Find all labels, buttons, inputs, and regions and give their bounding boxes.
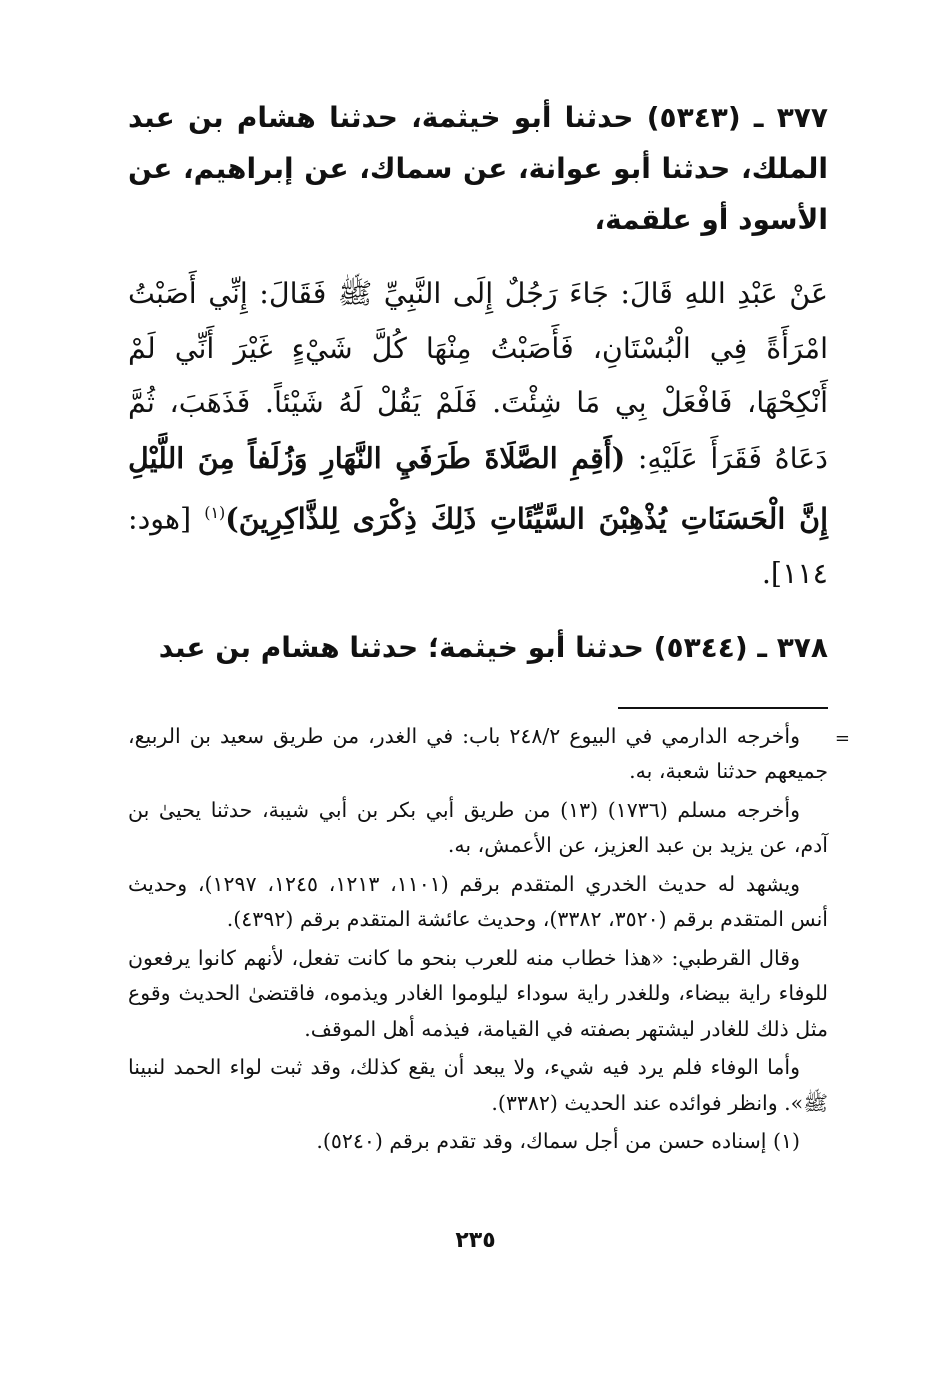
footnote-reference: (١) (204, 503, 226, 522)
footnotes-section (128, 719, 850, 1160)
footnote-paragraph: وأخرجه مسلم (١٧٣٦) (١٣) من طريق أبي بكر بن أبي شيبة، حدثنا يحيىٰ بن آدم، عن يزيد بن عبد العزيز، عن الأعمش، به. (128, 797, 828, 857)
quran-citation: [هود: ١١٤]. (128, 502, 828, 590)
footnote-paragraph: وقال القرطبي: «هذا خطاب منه للعرب بنحو ما كانت تفعل، لأنهم كانوا يرفعون للوفاء راية بيضاء، وللغدر راية سوداء ليلوموا الغادر ويذموه، فاقتضىٰ الحديث وقوع مثل ذلك للغادر ليشتهر بصفته في القيامة، فيذمه أهل الموقف. (128, 945, 828, 1041)
page-number: ٢٣٥ (455, 1228, 496, 1253)
footnote-paragraph: ويشهد له حديث الخدري المتقدم برقم (١١٠١، ١٢١٣، ١٢٤٥، ١٢٩٧)، وحديث أنس المتقدم برقم (٣٥٢٠، ٣٣٨٢)، وحديث عائشة المتقدم برقم (٤٣٩٢). (128, 871, 828, 931)
matn-text: عَنْ عَبْدِ اللهِ قَالَ: جَاءَ رَجُلٌ إِلَى النَّبِيِّ ﷺ فَقَالَ: إِنِّي أَصَبْتُ امْرَأَةً فِي الْبُسْتَانِ، فَأَصَبْتُ مِنْهَا كُلَّ شَيْءٍ غَيْرَ أَنِّي لَمْ أَنْكِحْهَا، فَافْعَلْ بِي مَا شِئْتَ. فَلَمْ يَقُلْ لَهُ شَيْئاً. فَذَهَبَ، ثُمَّ دَعَاهُ فَقَرَأَ عَلَيْهِ: (128, 277, 828, 475)
hadith-377-matn (128, 267, 828, 602)
footnote-paragraph: (١) إسناده حسن من أجل سماك، وقد تقدم برقم (٥٢٤٠). (316, 1129, 800, 1153)
page-body (128, 92, 850, 1163)
footnote-divider (618, 707, 828, 709)
quran-verse: (أَقِمِ الصَّلَاةَ طَرَفَيِ النَّهَارِ وَزُلَفاً مِنَ اللَّيْلِ إِنَّ الْحَسَنَاتِ يُذْهِبْنَ السَّيِّئَاتِ ذَلِكَ ذِكْرَى لِلذَّاكِرِينَ) (128, 440, 829, 536)
continuation-mark: = (834, 727, 850, 749)
hadith-377-heading: ٣٧٧ ـ (٥٣٤٣) حدثنا أبو خيثمة، حدثنا هشام بن عبد الملك، حدثنا أبو عوانة، عن سماك، عن إبراهيم، عن الأسود أو علقمة، (128, 101, 828, 236)
hadith-378-heading: ٣٧٨ ـ (٥٣٤٤) حدثنا أبو خيثمة؛ حدثنا هشام بن عبد (158, 630, 828, 664)
footnote-paragraph: وأما الوفاء فلم يرد فيه شيء، ولا يبعد أن يقع كذلك، وقد ثبت لواء الحمد لنبينا ﷺ». وانظر فوائده عند الحديث (٣٣٨٢). (128, 1055, 828, 1115)
footnote-paragraph: وأخرجه الدارمي في البيوع ٢٤٨/٢ باب: في الغدر، من طريق سعيد بن الربيع، جميعهم حدثنا شعبة، به. (128, 723, 828, 783)
